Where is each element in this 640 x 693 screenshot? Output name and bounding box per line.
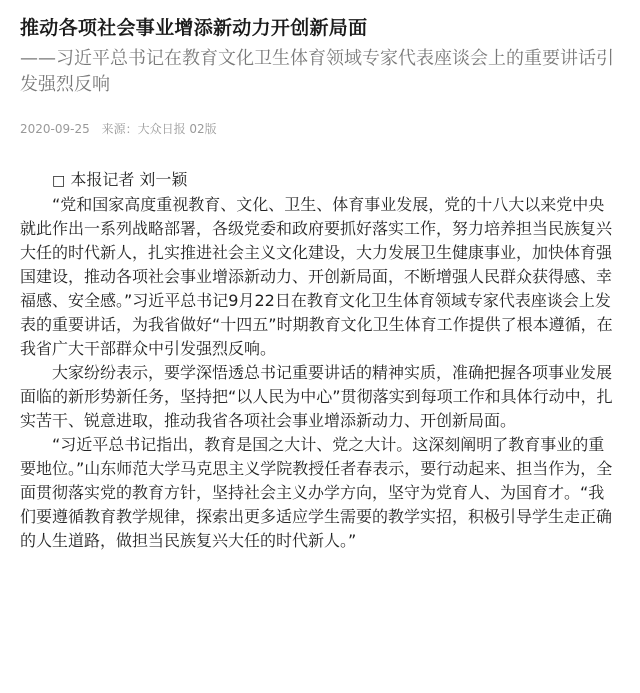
paragraph: “习近平总书记指出，教育是国之大计、党之大计。这深刻阐明了教育事业的重要地位。”山东师范大学马克思主义学院教授任者春表示，要行动起来、担当作为，全面贯彻落实党的教育方针，坚持社会主义办学方向，坚守为党育人、为国育才。“我们要遵循教育教学规律，探索出更多适应学生需要的教学实招，积极引导学生走正确的人生道路，做担当民族复兴大任的时代新人。” <box>20 435 613 550</box>
byline-text: 本报记者 刘一颖 <box>70 170 188 189</box>
paragraph: “党和国家高度重视教育、文化、卫生、体育事业发展，党的十八大以来党中央就此作出一系列战略部署，各级党委和政府要抓好落实工作，努力培养担当民族复兴大任的时代新人，扎实推进社会主义文化建设，大力发展卫生健康事业，加快体育强国建设，推动各项社会事业增添新动力、开创新局面，不断增强人民群众获得感、幸福感、安全感。”习近平总书记9月22日在教育文化卫生体育领域专家代表座谈会上发表的重要讲话，为我省做好“十四五”时期教育文化卫生体育工作提供了根本遵循，在我省广大干部群众中引发强烈反响。 <box>20 195 613 358</box>
article-subtitle: ——习近平总书记在教育文化卫生体育领域专家代表座谈会上的重要讲话引发强烈反响 <box>20 48 614 95</box>
byline-marker: □ <box>52 173 66 189</box>
article-body <box>20 168 620 553</box>
article-title: 推动各项社会事业增添新动力开创新局面 <box>20 17 368 39</box>
article-source: 来源：大众日报 02版 <box>101 122 217 136</box>
byline <box>20 168 620 193</box>
paragraph: 大家纷纷表示，要学深悟透总书记重要讲话的精神实质，准确把握各项事业发展面临的新形势新任务，坚持把“以人民为中心”贯彻落实到每项工作和具体行动中，扎实苦干、锐意进取，推动我省各项社会事业增添新动力、开创新局面。 <box>20 363 613 430</box>
article-meta <box>20 120 620 138</box>
publish-date: 2020-09-25 <box>20 122 90 136</box>
